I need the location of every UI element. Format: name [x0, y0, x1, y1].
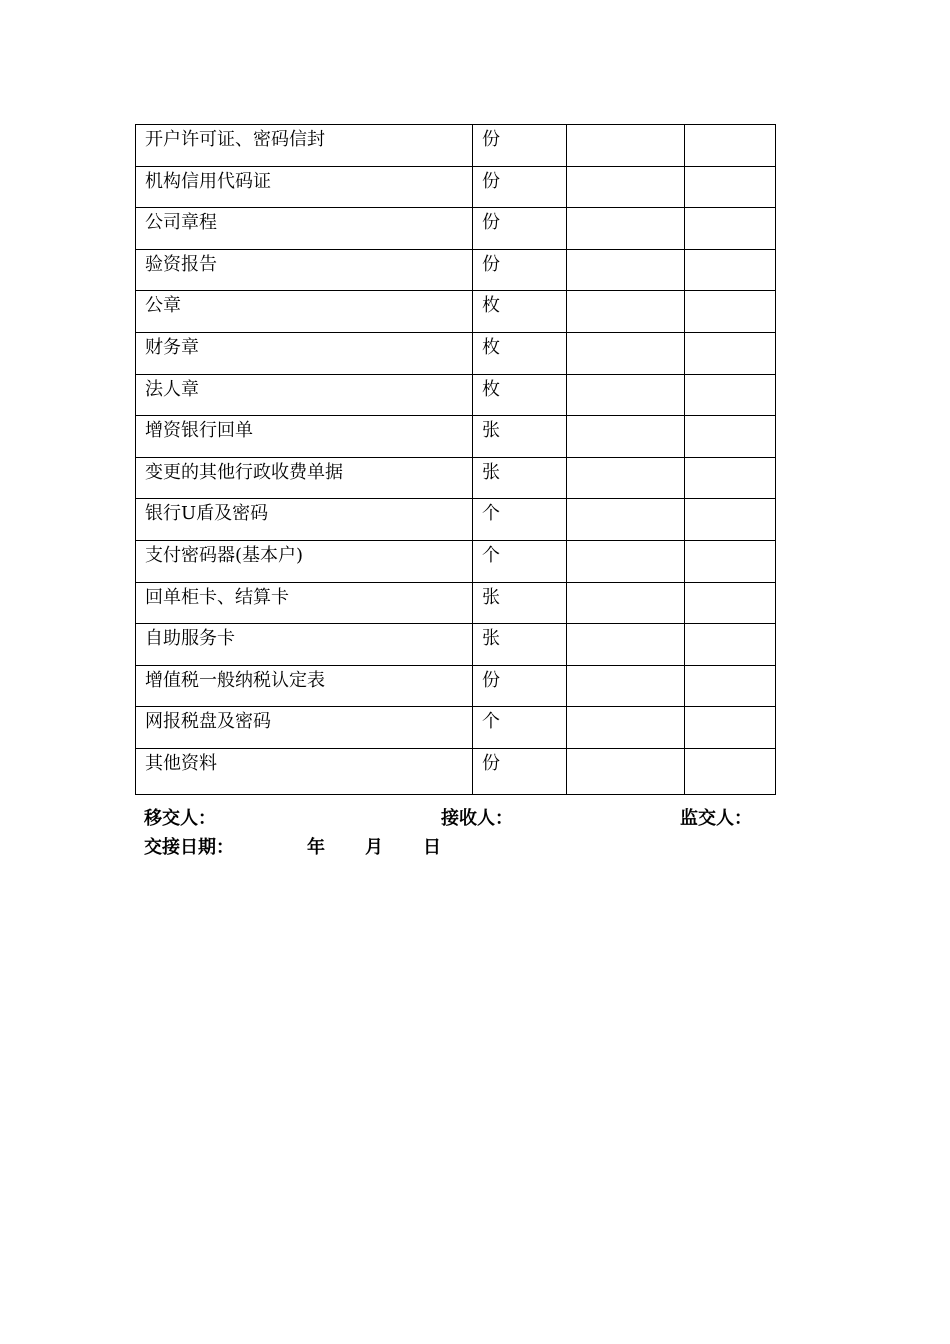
item-note-cell	[685, 208, 776, 250]
item-name-cell: 网报税盘及密码	[136, 707, 473, 749]
item-name-cell: 财务章	[136, 332, 473, 374]
item-quantity-cell	[567, 208, 685, 250]
item-unit-cell: 份	[473, 249, 567, 291]
item-unit-cell: 个	[473, 540, 567, 582]
item-quantity-cell	[567, 665, 685, 707]
table-row	[136, 499, 776, 541]
table-row	[136, 707, 776, 749]
item-unit-cell: 份	[473, 748, 567, 794]
item-unit-cell: 份	[473, 208, 567, 250]
item-quantity-cell	[567, 748, 685, 794]
table-row	[136, 748, 776, 794]
item-unit-cell: 枚	[473, 332, 567, 374]
receiver-label: 接收人：	[441, 808, 513, 829]
item-note-cell	[685, 707, 776, 749]
item-name-cell: 公章	[136, 291, 473, 333]
item-note-cell	[685, 416, 776, 458]
item-quantity-cell	[567, 540, 685, 582]
table-row	[136, 374, 776, 416]
item-quantity-cell	[567, 457, 685, 499]
year-label: 年	[307, 837, 325, 858]
item-quantity-cell	[567, 707, 685, 749]
item-name-cell: 增资银行回单	[136, 416, 473, 458]
item-note-cell	[685, 249, 776, 291]
table-row	[136, 208, 776, 250]
item-name-cell: 自助服务卡	[136, 624, 473, 666]
table-row	[136, 166, 776, 208]
item-name-cell: 增值税一般纳税认定表	[136, 665, 473, 707]
table-row	[136, 416, 776, 458]
item-note-cell	[685, 624, 776, 666]
item-name-cell: 法人章	[136, 374, 473, 416]
item-unit-cell: 枚	[473, 374, 567, 416]
item-unit-cell: 个	[473, 499, 567, 541]
item-name-cell: 公司章程	[136, 208, 473, 250]
item-note-cell	[685, 499, 776, 541]
table-row	[136, 125, 776, 167]
transferor-label: 移交人：	[144, 808, 216, 829]
item-unit-cell: 张	[473, 582, 567, 624]
item-quantity-cell	[567, 249, 685, 291]
table-row	[136, 540, 776, 582]
item-unit-cell: 份	[473, 166, 567, 208]
item-note-cell	[685, 665, 776, 707]
item-quantity-cell	[567, 291, 685, 333]
item-quantity-cell	[567, 374, 685, 416]
handover-date-label: 交接日期：	[144, 837, 234, 858]
item-quantity-cell	[567, 416, 685, 458]
item-name-cell: 开户许可证、密码信封	[136, 125, 473, 167]
item-quantity-cell	[567, 125, 685, 167]
table-row	[136, 665, 776, 707]
item-quantity-cell	[567, 166, 685, 208]
month-label: 月	[365, 837, 383, 858]
table-row	[136, 582, 776, 624]
table-row	[136, 291, 776, 333]
item-unit-cell: 张	[473, 624, 567, 666]
item-name-cell: 支付密码器(基本户)	[136, 540, 473, 582]
item-quantity-cell	[567, 582, 685, 624]
item-note-cell	[685, 166, 776, 208]
handover-table	[135, 124, 776, 795]
item-note-cell	[685, 582, 776, 624]
item-note-cell	[685, 457, 776, 499]
item-name-cell: 变更的其他行政收费单据	[136, 457, 473, 499]
item-unit-cell: 份	[473, 665, 567, 707]
item-unit-cell: 份	[473, 125, 567, 167]
item-name-cell: 机构信用代码证	[136, 166, 473, 208]
table-row	[136, 249, 776, 291]
item-unit-cell: 张	[473, 416, 567, 458]
item-quantity-cell	[567, 499, 685, 541]
table-row	[136, 457, 776, 499]
item-note-cell	[685, 748, 776, 794]
item-note-cell	[685, 332, 776, 374]
day-label: 日	[423, 837, 441, 858]
table-row	[136, 624, 776, 666]
item-note-cell	[685, 374, 776, 416]
item-unit-cell: 个	[473, 707, 567, 749]
item-note-cell	[685, 540, 776, 582]
item-quantity-cell	[567, 332, 685, 374]
item-name-cell: 回单柜卡、结算卡	[136, 582, 473, 624]
item-note-cell	[685, 291, 776, 333]
item-unit-cell: 张	[473, 457, 567, 499]
item-note-cell	[685, 125, 776, 167]
item-unit-cell: 枚	[473, 291, 567, 333]
supervisor-label: 监交人：	[680, 808, 752, 829]
item-name-cell: 银行U盾及密码	[136, 499, 473, 541]
table-row	[136, 332, 776, 374]
item-name-cell: 其他资料	[136, 748, 473, 794]
item-quantity-cell	[567, 624, 685, 666]
item-name-cell: 验资报告	[136, 249, 473, 291]
